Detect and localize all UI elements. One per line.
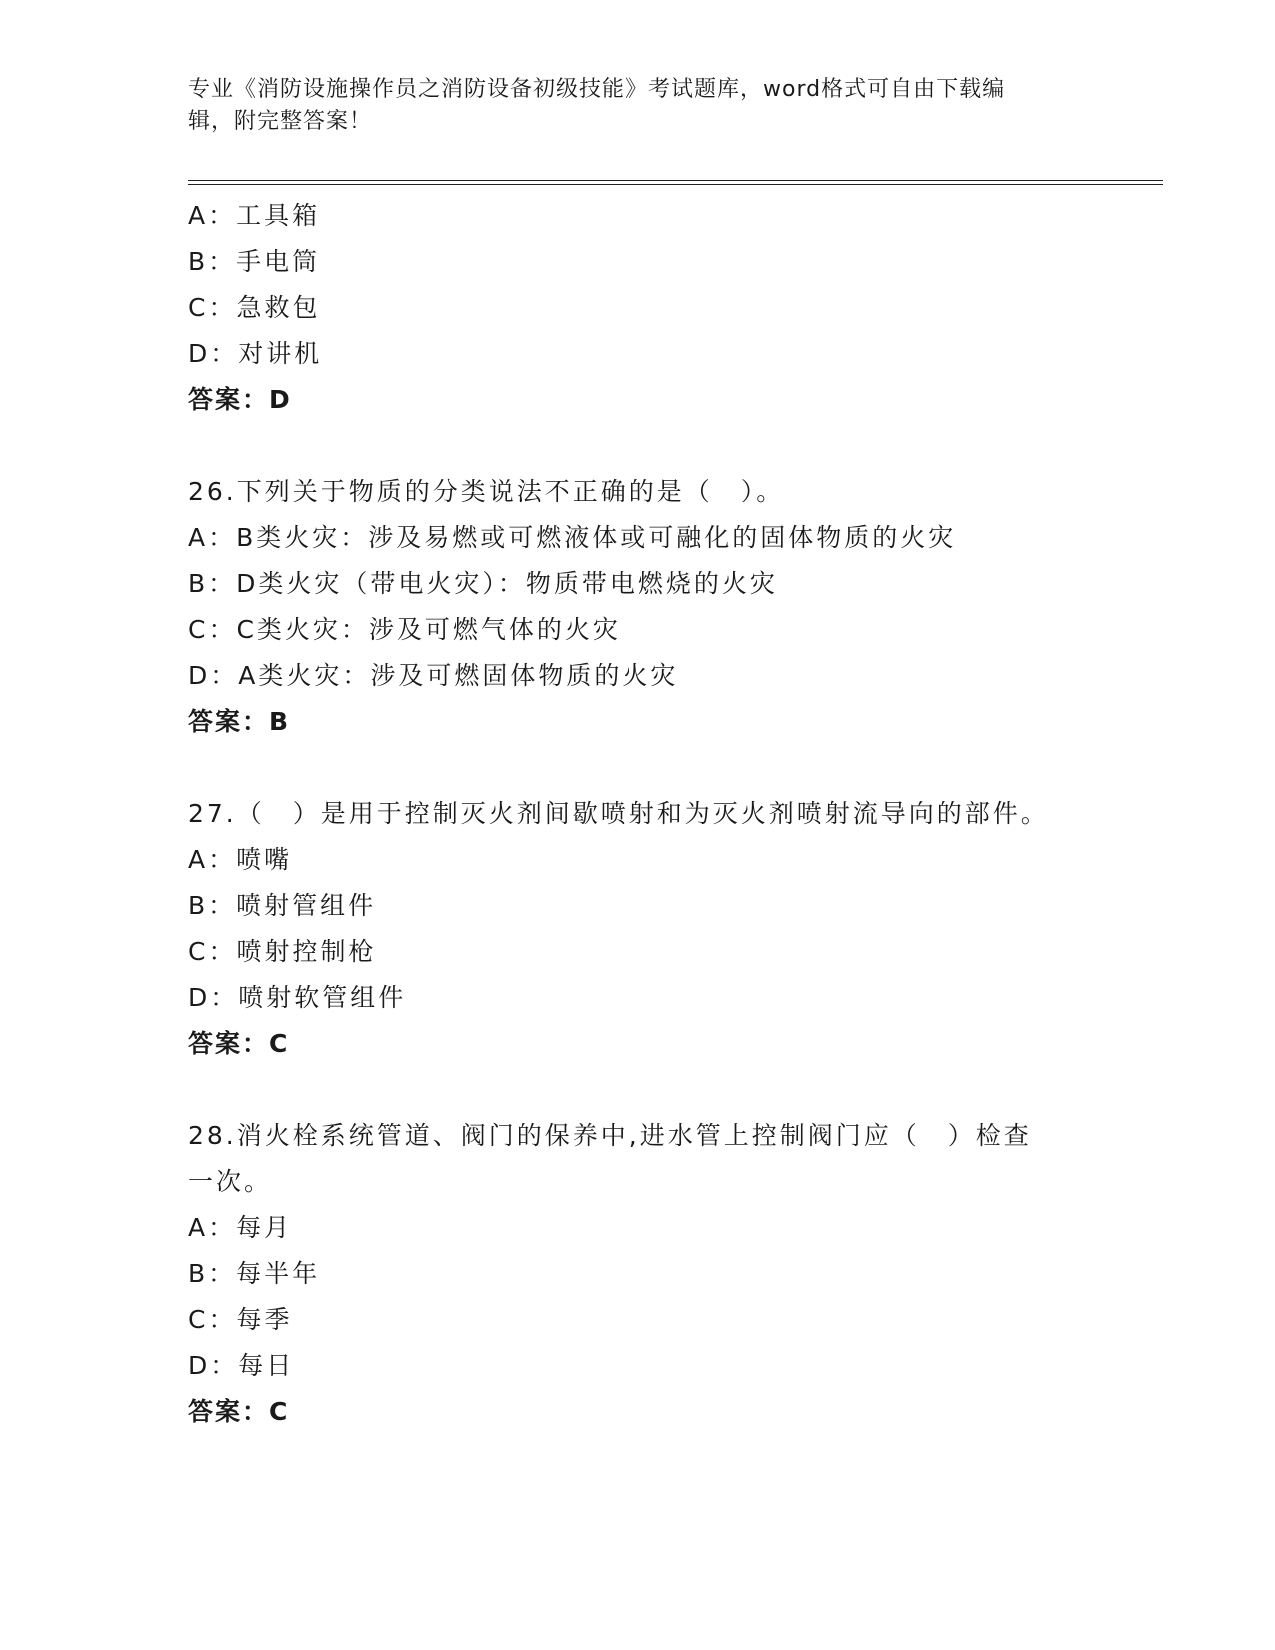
question-stem: 26.下列关于物质的分类说法不正确的是（ ）。 <box>188 477 785 506</box>
answer-line: 答案：B <box>188 707 291 736</box>
option-b: B：每半年 <box>188 1259 321 1288</box>
spacer <box>188 423 1088 469</box>
option-b: B：喷射管组件 <box>188 891 377 920</box>
option-a: A：工具箱 <box>188 201 321 230</box>
option-c: C：急救包 <box>188 293 321 322</box>
option-a: A：喷嘴 <box>188 845 293 874</box>
question-content <box>188 193 1088 1435</box>
header-divider-top <box>188 180 1163 181</box>
option-d: D：对讲机 <box>188 339 323 368</box>
question-28 <box>188 1113 1088 1435</box>
header-line-1: 专业《消防设施操作员之消防设备初级技能》考试题库，word格式可自由下载编 <box>188 77 1006 102</box>
spacer <box>188 745 1088 791</box>
question-27 <box>188 791 1088 1067</box>
option-a: A：每月 <box>188 1213 293 1242</box>
answer-line: 答案：D <box>188 385 292 414</box>
question-stem-line-1: 28.消火栓系统管道、阀门的保养中,进水管上控制阀门应（ ）检查 <box>188 1121 1032 1150</box>
question-25 <box>188 193 1088 423</box>
option-d: D：每日 <box>188 1351 295 1380</box>
answer-line: 答案：C <box>188 1029 290 1058</box>
option-b: B：手电筒 <box>188 247 321 276</box>
option-c: C：C类火灾：涉及可燃气体的火灾 <box>188 615 621 644</box>
header-divider-bottom <box>188 184 1163 185</box>
question-stem-line-2: 一次。 <box>188 1167 273 1196</box>
spacer <box>188 1067 1088 1113</box>
question-26 <box>188 469 1088 745</box>
option-b: B：D类火灾（带电火灾）：物质带电燃烧的火灾 <box>188 569 778 598</box>
option-c: C：喷射控制枪 <box>188 937 377 966</box>
option-c: C：每季 <box>188 1305 293 1334</box>
document-header <box>188 74 1088 138</box>
option-d: D：A类火灾：涉及可燃固体物质的火灾 <box>188 661 679 690</box>
option-d: D：喷射软管组件 <box>188 983 407 1012</box>
question-stem: 27.（ ）是用于控制灭火剂间歇喷射和为灭火剂喷射流导向的部件。 <box>188 799 1049 828</box>
answer-line: 答案：C <box>188 1397 290 1426</box>
header-line-2: 辑，附完整答案！ <box>188 109 373 134</box>
option-a: A：B类火灾：涉及易燃或可燃液体或可融化的固体物质的火灾 <box>188 523 957 552</box>
